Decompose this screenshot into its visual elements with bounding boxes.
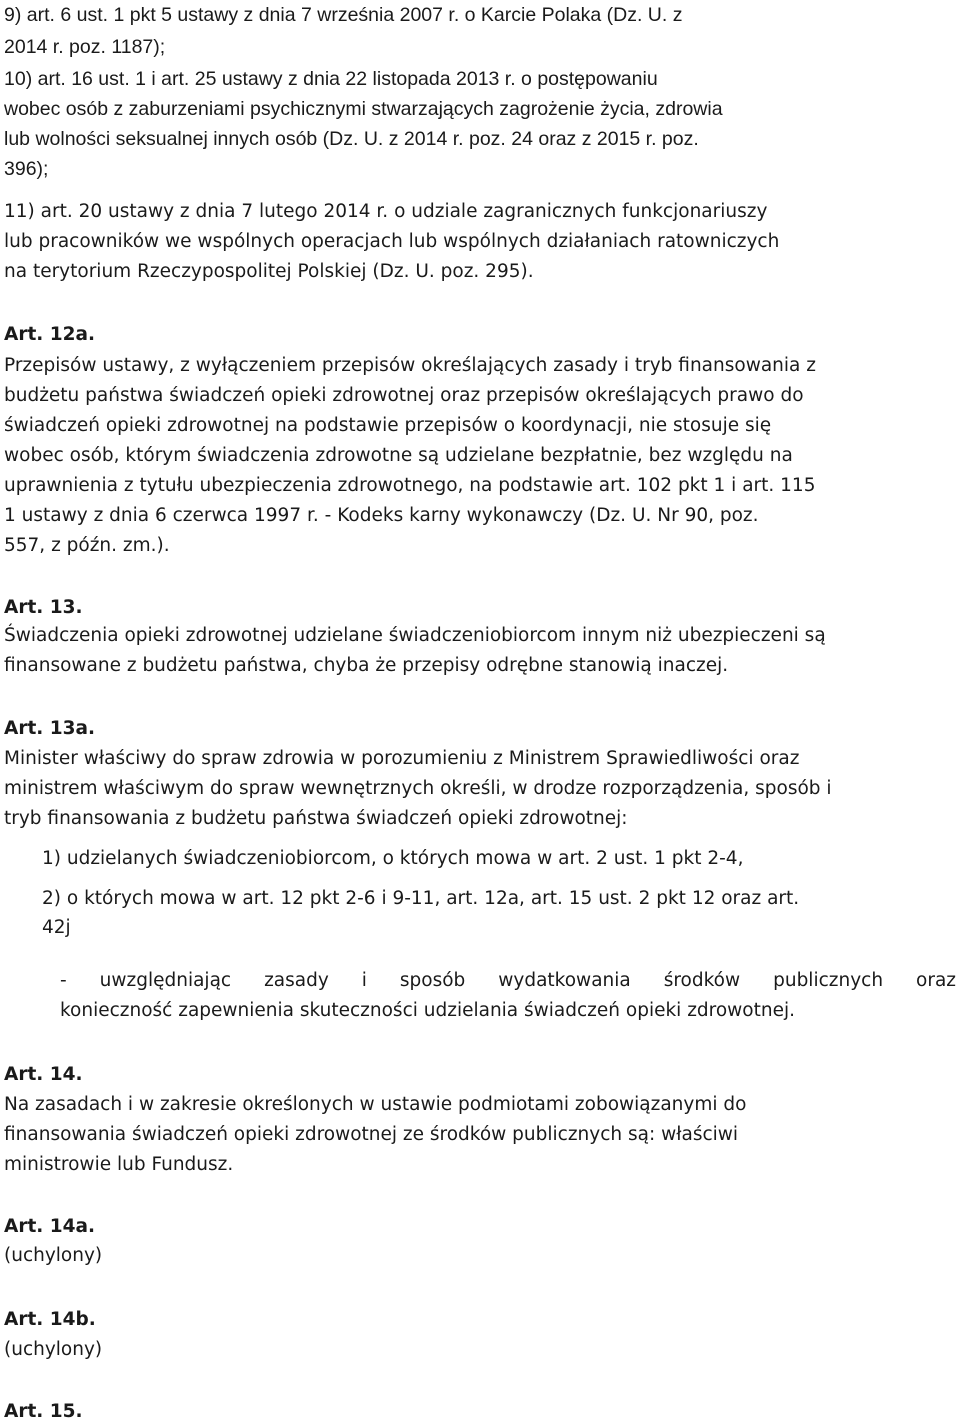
art-14-text-line-1: Na zasadach i w zakresie określonych w ustawie podmiotami zobowiązanymi do [4,1094,747,1115]
art-13a-point-2-line-1: 2) o których mowa w art. 12 pkt 2-6 i 9-11, art. 12a, art. 15 ust. 2 pkt 12 oraz art. [42,888,800,909]
art-13a-text-line-3: tryb finansowania z budżetu państwa świadczeń opieki zdrowotnej: [4,808,628,829]
item-11-line-2: lub pracowników we wspólnych operacjach lub wspólnych działaniach ratowniczych [4,231,780,252]
heading-art-14: Art. 14. [4,1064,83,1085]
item-10-line-2: wobec osób z zaburzeniami psychicznymi stwarzających zagrożenie życia, zdrowia [4,98,723,120]
item-10-line-1: 10) art. 16 ust. 1 i art. 25 ustawy z dnia 22 listopada 2013 r. o postępowaniu [4,68,658,90]
art-13a-dash-line-2: konieczność zapewnienia skuteczności udzielania świadczeń opieki zdrowotnej. [60,1000,796,1021]
art-13a-text-line-1: Minister właściwy do spraw zdrowia w porozumieniu z Ministrem Sprawiedliwości oraz [4,748,800,769]
art-13-text-line-1: Świadczenia opieki zdrowotnej udzielane świadczeniobiorcom innym niż ubezpieczeni są [4,625,826,646]
art-12a-text-line-4: wobec osób, którym świadczenia zdrowotne są udzielane bezpłatnie, bez względu na [4,445,793,466]
item-11-line-1: 11) art. 20 ustawy z dnia 7 lutego 2014 r. o udziale zagranicznych funkcjonariuszy [4,201,768,222]
art-13-text-line-2: finansowane z budżetu państwa, chyba że przepisy odrębne stanowią inaczej. [4,655,729,676]
art-12a-text-line-7: 557, z późn. zm.). [4,535,170,556]
art-14-text-line-2: finansowania świadczeń opieki zdrowotnej ze środków publicznych są: właściwi [4,1124,739,1145]
art-12a-text-line-3: świadczeń opieki zdrowotnej na podstawie przepisów o koordynacji, nie stosuje się [4,415,772,436]
art-13a-text-line-2: ministrem właściwym do spraw wewnętrznych określi, w drodze rozporządzenia, sposób i [4,778,832,799]
heading-art-14a: Art. 14a. [4,1216,96,1237]
art-14-text-line-3: ministrowie lub Fundusz. [4,1154,234,1175]
art-12a-text-line-2: budżetu państwa świadczeń opieki zdrowotnej oraz przepisów określających prawo do [4,385,804,406]
art-13a-dash-line-1: - uwzględniając zasady i sposób wydatkowania środków publicznych oraz [60,970,956,991]
art-12a-text-line-6: 1 ustawy z dnia 6 czerwca 1997 r. - Kodeks karny wykonawczy (Dz. U. Nr 90, poz. [4,505,759,526]
art-12a-text-line-5: uprawnienia z tytułu ubezpieczenia zdrowotnego, na podstawie art. 102 pkt 1 i art. 115 [4,475,816,496]
art-13a-point-2-line-2: 42j [42,917,71,938]
item-10-line-4: 396); [4,158,49,180]
heading-art-12a: Art. 12a. [4,324,96,345]
heading-art-14b: Art. 14b. [4,1309,96,1330]
heading-art-15: Art. 15. [4,1401,83,1422]
heading-art-13a: Art. 13a. [4,718,96,739]
art-14a-text: (uchylony) [4,1245,103,1266]
item-10-line-3: lub wolności seksualnej innych osób (Dz. U. z 2014 r. poz. 24 oraz z 2015 r. poz. [4,128,699,150]
heading-art-13: Art. 13. [4,597,83,618]
item-11-line-3: na terytorium Rzeczypospolitej Polskiej (Dz. U. poz. 295). [4,261,534,282]
item-9-line-1: 9) art. 6 ust. 1 pkt 5 ustawy z dnia 7 września 2007 r. o Karcie Polaka (Dz. U. z [4,4,683,26]
art-14b-text: (uchylony) [4,1339,103,1360]
art-13a-point-1: 1) udzielanych świadczeniobiorcom, o których mowa w art. 2 ust. 1 pkt 2-4, [42,848,744,869]
art-12a-text-line-1: Przepisów ustawy, z wyłączeniem przepisów określających zasady i tryb finansowania z [4,355,816,376]
item-9-line-2: 2014 r. poz. 1187); [4,36,166,58]
